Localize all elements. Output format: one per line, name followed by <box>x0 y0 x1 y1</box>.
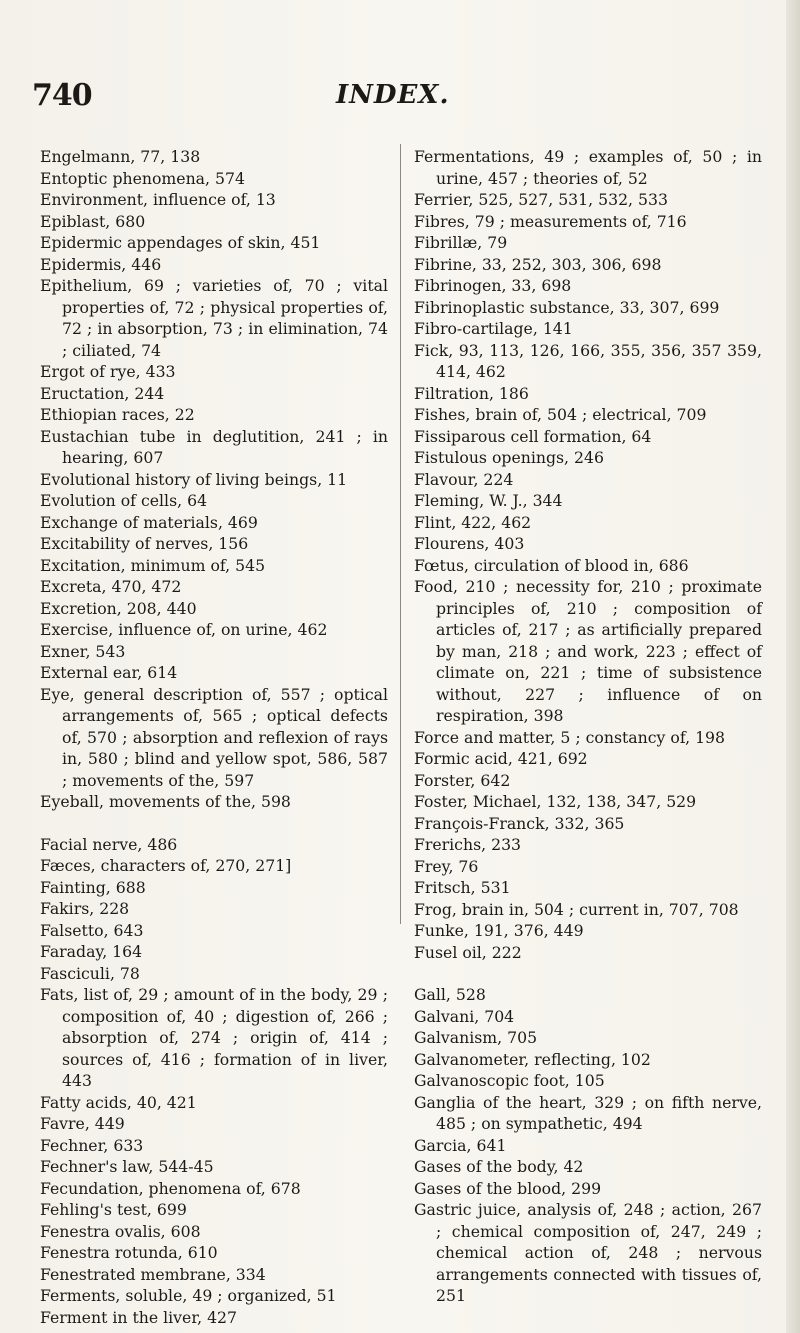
index-entry: Fenestra rotunda, 610 <box>40 1243 218 1262</box>
index-entry: Galvanometer, reflecting, 102 <box>414 1049 651 1069</box>
index-entry: Gases of the body, 42 <box>414 1157 584 1176</box>
index-entry: Garcia, 641 <box>414 1135 507 1155</box>
index-entry: Fechner, 633 <box>40 1135 144 1155</box>
index-entry: Ganglia of the heart, 329 ; on fifth nerve, 485 ; on sympathetic, 494 <box>414 1092 762 1133</box>
index-entry: Exercise, influence of, on urine, 462 <box>40 620 328 639</box>
index-column-right <box>414 146 762 1307</box>
index-entry: Fechner's law, 544-45 <box>40 1157 214 1176</box>
index-entry: Excretion, 208, 440 <box>40 598 197 618</box>
index-entry: Fibro-cartilage, 141 <box>414 319 573 338</box>
index-entry: Gall, 528 <box>414 985 486 1004</box>
index-entry: Entoptic phenomena, 574 <box>40 168 245 188</box>
index-entry: Forster, 642 <box>414 770 511 790</box>
index-entry: Ferrier, 525, 527, 531, 532, 533 <box>414 190 668 209</box>
index-entry: Frey, 76 <box>414 856 479 876</box>
index-entry: Faraday, 164 <box>40 942 143 961</box>
index-entry: Fenestrated membrane, 334 <box>40 1264 266 1284</box>
index-entry: Epithelium, 69 ; varieties of, 70 ; vital properties of, 72 ; physical properties of, 72 ; in absorption, 73 ; in elimination, 74 ; ciliated, 74 <box>40 276 388 360</box>
index-entry: Force and matter, 5 ; constancy of, 198 <box>414 727 726 747</box>
section-gap <box>40 813 388 834</box>
index-entry: Fibrine, 33, 252, 303, 306, 698 <box>414 254 662 274</box>
index-entry: Fibrinoplastic substance, 33, 307, 699 <box>414 297 720 317</box>
index-entry: Epidermis, 446 <box>40 254 162 274</box>
index-entry: Foster, Michael, 132, 138, 347, 529 <box>414 792 697 811</box>
index-entry: External ear, 614 <box>40 663 178 682</box>
index-entry: Fusel oil, 222 <box>414 942 522 962</box>
index-column-left <box>40 146 388 1328</box>
index-entry: Eructation, 244 <box>40 383 165 403</box>
index-entry: Fenestra ovalis, 608 <box>40 1221 201 1241</box>
index-entry: Evolution of cells, 64 <box>40 491 208 510</box>
index-entry: Fick, 93, 113, 126, 166, 355, 356, 357 359, 414, 462 <box>414 340 762 381</box>
index-entry: Fleming, W. J., 344 <box>414 491 563 510</box>
index-entry: Food, 210 ; necessity for, 210 ; proximate principles of, 210 ; composition of articles of, 217 ; as artificially prepared by man, 218 ; and work, 223 ; effect of climate on, 221 ; time of subsistence without, 227 ; influence of on respiration, 398 <box>414 577 762 725</box>
index-entry: François-Franck, 332, 365 <box>414 813 625 833</box>
page-title: INDEX. <box>336 80 450 110</box>
index-entry: Fasciculi, 78 <box>40 963 140 983</box>
index-entry: Eye, general description of, 557 ; optical arrangements of, 565 ; optical defects of, 570 ; absorption and reflexion of rays in, 580 ; blind and yellow spot, 586, 587 ; movements of the, 597 <box>40 684 388 790</box>
index-entry: Fibrinogen, 33, 698 <box>414 276 572 295</box>
index-entry: Fæces, characters of, 270, 271] <box>40 856 292 875</box>
index-entry: Flavour, 224 <box>414 469 514 489</box>
index-entry: Evolutional history of living beings, 11 <box>40 469 348 489</box>
index-entry: Epidermic appendages of skin, 451 <box>40 233 321 252</box>
index-entry: Gases of the blood, 299 <box>414 1178 602 1198</box>
running-head <box>30 78 770 118</box>
index-entry: Ferment in the liver, 427 <box>40 1307 238 1327</box>
index-entry: Excitability of nerves, 156 <box>40 534 249 553</box>
index-entry: Fats, list of, 29 ; amount of in the body, 29 ; composition of, 40 ; digestion of, 266 ; absorption of, 274 ; origin of, 414 ; sources of, 416 ; formation of in liver, 443 <box>40 985 388 1090</box>
index-entry: Eustachian tube in deglutition, 241 ; in hearing, 607 <box>40 426 388 467</box>
index-entry: Gastric juice, analysis of, 248 ; action, 267 ; chemical composition of, 247, 249 ; chemical action of, 248 ; nervous arrangements connected with tissues of, 251 <box>414 1200 762 1305</box>
page-edge <box>786 0 800 1333</box>
index-entry: Filtration, 186 <box>414 383 529 403</box>
index-entry: Formic acid, 421, 692 <box>414 749 588 768</box>
index-entry: Flint, 422, 462 <box>414 512 532 532</box>
index-entry: Fibrillæ, 79 <box>414 233 508 252</box>
index-entry: Engelmann, 77, 138 <box>40 147 201 166</box>
index-entry: Excitation, minimum of, 545 <box>40 555 266 575</box>
index-entry: Exner, 543 <box>40 641 126 661</box>
index-entry: Fecundation, phenomena of, 678 <box>40 1178 301 1198</box>
index-entry: Fermentations, 49 ; examples of, 50 ; in urine, 457 ; theories of, 52 <box>414 147 762 188</box>
index-entry: Fritsch, 531 <box>414 878 511 897</box>
index-entry: Fatty acids, 40, 421 <box>40 1092 197 1112</box>
index-entry: Facial nerve, 486 <box>40 834 178 854</box>
index-entry: Galvani, 704 <box>414 1006 515 1026</box>
index-entry: Fishes, brain of, 504 ; electrical, 709 <box>414 405 707 424</box>
column-divider <box>400 144 401 924</box>
index-entry: Fakirs, 228 <box>40 899 130 918</box>
index-entry: Exchange of materials, 469 <box>40 512 258 532</box>
index-entry: Funke, 191, 376, 449 <box>414 921 584 940</box>
section-gap <box>414 963 762 984</box>
index-entry: Excreta, 470, 472 <box>40 577 182 596</box>
index-entry: Favre, 449 <box>40 1114 125 1133</box>
index-entry: Frerichs, 233 <box>414 835 522 854</box>
index-entry: Fissiparous cell formation, 64 <box>414 426 652 446</box>
index-entry: Fainting, 688 <box>40 877 146 897</box>
index-entry: Ergot of rye, 433 <box>40 362 176 381</box>
index-entry: Galvanism, 705 <box>414 1028 538 1047</box>
index-entry: Fehling's test, 699 <box>40 1200 187 1219</box>
index-entry: Falsetto, 643 <box>40 920 144 940</box>
index-entry: Flourens, 403 <box>414 534 525 553</box>
index-entry: Fistulous openings, 246 <box>414 448 604 467</box>
index-entry: Environment, influence of, 13 <box>40 190 276 209</box>
index-entry: Fibres, 79 ; measurements of, 716 <box>414 211 687 231</box>
page-number: 740 <box>32 78 92 113</box>
index-entry: Galvanoscopic foot, 105 <box>414 1071 605 1090</box>
index-entry: Fœtus, circulation of blood in, 686 <box>414 555 689 575</box>
index-entry: Eyeball, movements of the, 598 <box>40 792 291 811</box>
index-entry: Ferments, soluble, 49 ; organized, 51 <box>40 1286 337 1305</box>
index-entry: Ethiopian races, 22 <box>40 405 195 424</box>
index-entry: Epiblast, 680 <box>40 211 146 231</box>
index-entry: Frog, brain in, 504 ; current in, 707, 708 <box>414 899 739 919</box>
